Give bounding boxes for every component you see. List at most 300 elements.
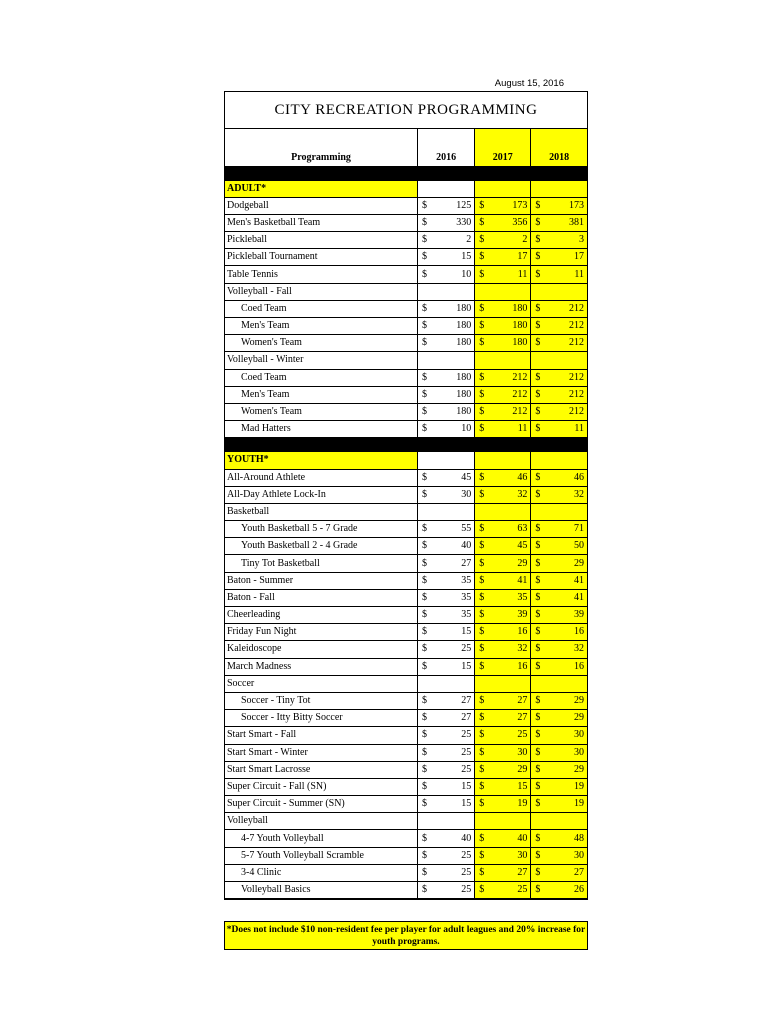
fee-2017 <box>475 658 531 675</box>
currency-symbol: $ <box>479 884 485 896</box>
fee-2016 <box>418 214 475 231</box>
amount-value: 40 <box>461 540 472 552</box>
fee-2018 <box>531 658 587 675</box>
table-row <box>225 197 587 214</box>
currency-symbol: $ <box>479 626 485 638</box>
fee-2017 <box>475 486 531 503</box>
fee-2017 <box>475 403 531 420</box>
fee-2018 <box>531 469 587 486</box>
fee-2018 <box>531 369 587 386</box>
program-name: Start Smart Lacrosse <box>225 761 418 778</box>
fee-2016 <box>418 249 475 266</box>
table-row <box>225 214 587 231</box>
fee-2016 <box>418 778 475 795</box>
amount <box>418 885 474 895</box>
fee-2017 <box>475 521 531 538</box>
table-row <box>225 486 587 503</box>
amount <box>531 696 587 706</box>
amount-value: 16 <box>574 660 584 672</box>
amount-value: 30 <box>574 849 584 861</box>
amount-value: 180 <box>456 371 472 383</box>
currency-symbol: $ <box>535 798 541 810</box>
amount <box>418 593 474 603</box>
fee-2016 <box>418 847 475 864</box>
fee-2017 <box>475 197 531 214</box>
amount-value: 45 <box>517 540 528 552</box>
fee-2016 <box>418 421 475 438</box>
amount-value: 19 <box>517 798 528 810</box>
program-name: Dodgeball <box>225 197 418 214</box>
currency-symbol: $ <box>479 337 485 349</box>
amount-value: 180 <box>456 406 472 418</box>
amount <box>475 321 530 331</box>
fee-2018 <box>531 249 587 266</box>
fee-2018 <box>531 882 587 899</box>
program-name: Volleyball Basics <box>225 882 418 899</box>
fee-2016 <box>418 232 475 249</box>
currency-symbol: $ <box>479 540 485 552</box>
currency-symbol: $ <box>535 729 541 741</box>
amount <box>531 799 587 809</box>
fee-2018 <box>531 555 587 572</box>
amount-value: 25 <box>517 729 528 741</box>
amount-value: 356 <box>512 216 528 228</box>
amount-value: 35 <box>461 609 472 621</box>
currency-symbol: $ <box>479 234 485 246</box>
table-row <box>225 266 587 283</box>
table-row <box>225 403 587 420</box>
currency-symbol: $ <box>479 866 485 878</box>
currency-symbol: $ <box>535 574 541 586</box>
amount <box>531 559 587 569</box>
table-row <box>225 658 587 675</box>
program-name: Soccer - Itty Bitty Soccer <box>225 710 418 727</box>
table-row <box>225 300 587 317</box>
currency-symbol: $ <box>422 540 428 552</box>
amount-value: 27 <box>517 866 528 878</box>
fee-2016 <box>418 675 475 692</box>
fee-2016 <box>418 318 475 335</box>
fee-2017 <box>475 641 531 658</box>
amount-value: 212 <box>569 302 584 314</box>
amount <box>475 713 530 723</box>
currency-symbol: $ <box>479 763 485 775</box>
amount <box>418 201 474 211</box>
amount-value: 180 <box>512 320 528 332</box>
amount-value: 212 <box>569 388 584 400</box>
fee-2017 <box>475 572 531 589</box>
divider-cell <box>418 166 475 180</box>
amount <box>475 373 530 383</box>
currency-symbol: $ <box>422 780 428 792</box>
amount-value: 71 <box>574 523 584 535</box>
header-programming: Programming <box>225 129 418 166</box>
currency-symbol: $ <box>422 406 428 418</box>
currency-symbol: $ <box>535 866 541 878</box>
amount <box>475 834 530 844</box>
currency-symbol: $ <box>422 626 428 638</box>
table-row <box>225 232 587 249</box>
amount <box>475 201 530 211</box>
currency-symbol: $ <box>422 695 428 707</box>
table-row <box>225 249 587 266</box>
amount <box>418 627 474 637</box>
fee-2016 <box>418 300 475 317</box>
fee-2018 <box>531 232 587 249</box>
table-header-row <box>225 129 587 166</box>
amount-value: 25 <box>517 884 528 896</box>
table-row <box>225 864 587 881</box>
header-2018: 2018 <box>531 129 587 166</box>
amount <box>475 885 530 895</box>
currency-symbol: $ <box>422 574 428 586</box>
amount-value: 27 <box>574 866 584 878</box>
amount-value: 19 <box>574 780 584 792</box>
currency-symbol: $ <box>422 423 428 435</box>
amount-value: 19 <box>574 798 584 810</box>
program-name: 4-7 Youth Volleyball <box>225 830 418 847</box>
amount <box>531 218 587 228</box>
fee-2016 <box>418 624 475 641</box>
currency-symbol: $ <box>422 216 428 228</box>
fee-2017 <box>475 710 531 727</box>
fee-2017 <box>475 300 531 317</box>
fee-2017 <box>475 727 531 744</box>
fee-2017 <box>475 796 531 813</box>
program-name: Men's Team <box>225 318 418 335</box>
fee-2016 <box>418 538 475 555</box>
amount-value: 2 <box>522 234 528 246</box>
amount-value: 180 <box>512 337 528 349</box>
currency-symbol: $ <box>479 199 485 211</box>
amount <box>418 235 474 245</box>
fee-2017 <box>475 538 531 555</box>
amount-value: 55 <box>461 523 472 535</box>
amount <box>475 218 530 228</box>
program-name: 3-4 Clinic <box>225 864 418 881</box>
fee-2016 <box>418 864 475 881</box>
fee-2017 <box>475 352 531 369</box>
table-row <box>225 675 587 692</box>
fee-2016 <box>418 710 475 727</box>
amount <box>418 713 474 723</box>
fee-2016 <box>418 830 475 847</box>
amount-value: 212 <box>569 371 584 383</box>
program-name: All-Around Athlete <box>225 469 418 486</box>
amount <box>418 559 474 569</box>
currency-symbol: $ <box>479 695 485 707</box>
currency-symbol: $ <box>535 763 541 775</box>
program-name: Coed Team <box>225 300 418 317</box>
amount <box>531 765 587 775</box>
fee-2018 <box>531 830 587 847</box>
amount <box>418 782 474 792</box>
currency-symbol: $ <box>535 660 541 672</box>
amount-value: 50 <box>574 540 584 552</box>
fee-2018 <box>531 641 587 658</box>
section-cell-2017 <box>475 180 531 197</box>
amount <box>531 851 587 861</box>
amount-value: 16 <box>517 626 528 638</box>
currency-symbol: $ <box>479 574 485 586</box>
amount <box>475 627 530 637</box>
programming-fee-sheet <box>224 91 588 900</box>
fee-2016 <box>418 486 475 503</box>
fee-2016 <box>418 796 475 813</box>
program-name: Women's Team <box>225 335 418 352</box>
amount-value: 41 <box>574 591 584 603</box>
currency-symbol: $ <box>535 523 541 535</box>
currency-symbol: $ <box>422 712 428 724</box>
amount-value: 17 <box>517 251 528 263</box>
fee-2018 <box>531 421 587 438</box>
fee-2016 <box>418 352 475 369</box>
program-name: Soccer - Tiny Tot <box>225 692 418 709</box>
table-row <box>225 727 587 744</box>
amount <box>531 373 587 383</box>
currency-symbol: $ <box>535 388 541 400</box>
amount <box>531 270 587 280</box>
amount <box>418 490 474 500</box>
fee-2018 <box>531 318 587 335</box>
divider-cell <box>418 438 475 452</box>
table-row <box>225 641 587 658</box>
fee-2018 <box>531 538 587 555</box>
amount <box>418 662 474 672</box>
fee-2018 <box>531 796 587 813</box>
currency-symbol: $ <box>479 320 485 332</box>
currency-symbol: $ <box>422 798 428 810</box>
amount <box>418 473 474 483</box>
amount <box>531 201 587 211</box>
currency-symbol: $ <box>535 216 541 228</box>
section-cell-2016 <box>418 452 475 469</box>
amount-value: 30 <box>517 746 528 758</box>
fee-2016 <box>418 727 475 744</box>
fee-2017 <box>475 813 531 830</box>
amount <box>418 851 474 861</box>
fee-2018 <box>531 778 587 795</box>
amount <box>531 610 587 620</box>
header-2016: 2016 <box>418 129 475 166</box>
currency-symbol: $ <box>535 199 541 211</box>
table-row <box>225 778 587 795</box>
currency-symbol: $ <box>535 712 541 724</box>
amount-value: 16 <box>574 626 584 638</box>
fee-2016 <box>418 503 475 520</box>
currency-symbol: $ <box>479 712 485 724</box>
currency-symbol: $ <box>479 643 485 655</box>
currency-symbol: $ <box>535 540 541 552</box>
amount <box>418 424 474 434</box>
fee-2017 <box>475 283 531 300</box>
currency-symbol: $ <box>535 557 541 569</box>
amount-value: 27 <box>461 695 472 707</box>
fee-2017 <box>475 589 531 606</box>
currency-symbol: $ <box>535 251 541 263</box>
amount-value: 25 <box>461 849 472 861</box>
amount <box>418 730 474 740</box>
amount <box>418 407 474 417</box>
program-name: Table Tennis <box>225 266 418 283</box>
program-name: All-Day Athlete Lock-In <box>225 486 418 503</box>
amount-value: 39 <box>517 609 528 621</box>
currency-symbol: $ <box>422 866 428 878</box>
table-row <box>225 555 587 572</box>
fee-2017 <box>475 847 531 864</box>
currency-symbol: $ <box>422 371 428 383</box>
amount-value: 25 <box>461 884 472 896</box>
amount-value: 27 <box>517 712 528 724</box>
currency-symbol: $ <box>535 471 541 483</box>
amount <box>418 696 474 706</box>
table-row <box>225 369 587 386</box>
amount <box>418 270 474 280</box>
program-name: Volleyball <box>225 813 418 830</box>
fee-2018 <box>531 727 587 744</box>
fee-2016 <box>418 589 475 606</box>
amount-value: 212 <box>512 388 528 400</box>
currency-symbol: $ <box>422 268 428 280</box>
table-row <box>225 624 587 641</box>
amount <box>475 541 530 551</box>
program-name: Men's Basketball Team <box>225 214 418 231</box>
section-header-row <box>225 452 587 469</box>
amount <box>475 338 530 348</box>
amount <box>418 304 474 314</box>
amount <box>531 524 587 534</box>
fee-2016 <box>418 521 475 538</box>
amount-value: 3 <box>579 234 584 246</box>
amount-value: 173 <box>569 199 584 211</box>
amount <box>418 799 474 809</box>
currency-symbol: $ <box>479 488 485 500</box>
fee-2017 <box>475 318 531 335</box>
currency-symbol: $ <box>479 251 485 263</box>
amount-value: 10 <box>461 423 472 435</box>
fee-2018 <box>531 572 587 589</box>
amount <box>475 390 530 400</box>
fee-2016 <box>418 572 475 589</box>
currency-symbol: $ <box>422 471 428 483</box>
program-name: Pickleball <box>225 232 418 249</box>
currency-symbol: $ <box>479 302 485 314</box>
amount-value: 39 <box>574 609 584 621</box>
currency-symbol: $ <box>535 302 541 314</box>
amount <box>531 304 587 314</box>
amount-value: 32 <box>517 643 528 655</box>
table-row <box>225 469 587 486</box>
fee-2017 <box>475 266 531 283</box>
amount <box>531 338 587 348</box>
amount <box>475 524 530 534</box>
fee-2018 <box>531 589 587 606</box>
currency-symbol: $ <box>479 388 485 400</box>
amount <box>531 730 587 740</box>
currency-symbol: $ <box>422 320 428 332</box>
fee-2017 <box>475 214 531 231</box>
fee-2018 <box>531 864 587 881</box>
fee-2018 <box>531 403 587 420</box>
program-name: Soccer <box>225 675 418 692</box>
program-name: Start Smart - Fall <box>225 727 418 744</box>
fee-2016 <box>418 469 475 486</box>
currency-symbol: $ <box>535 423 541 435</box>
fee-2016 <box>418 266 475 283</box>
fee-2017 <box>475 232 531 249</box>
amount <box>531 407 587 417</box>
fee-2016 <box>418 607 475 624</box>
amount <box>475 576 530 586</box>
amount-value: 40 <box>461 832 472 844</box>
table-row <box>225 503 587 520</box>
amount-value: 125 <box>456 199 472 211</box>
amount-value: 46 <box>517 471 528 483</box>
amount-value: 35 <box>517 591 528 603</box>
document-date: August 15, 2016 <box>494 78 564 89</box>
currency-symbol: $ <box>535 643 541 655</box>
amount-value: 26 <box>574 884 584 896</box>
currency-symbol: $ <box>422 849 428 861</box>
fee-2017 <box>475 421 531 438</box>
amount <box>418 765 474 775</box>
fee-2018 <box>531 352 587 369</box>
divider-cell <box>475 438 531 452</box>
amount-value: 30 <box>574 729 584 741</box>
amount-value: 180 <box>512 302 528 314</box>
page-title: CITY RECREATION PROGRAMMING <box>225 92 587 129</box>
fee-2016 <box>418 403 475 420</box>
fee-2016 <box>418 761 475 778</box>
section-cell-2017 <box>475 452 531 469</box>
currency-symbol: $ <box>479 371 485 383</box>
currency-symbol: $ <box>479 406 485 418</box>
currency-symbol: $ <box>479 423 485 435</box>
fee-2017 <box>475 335 531 352</box>
amount <box>475 851 530 861</box>
amount-value: 48 <box>574 832 584 844</box>
fee-2017 <box>475 830 531 847</box>
program-name: March Madness <box>225 658 418 675</box>
amount <box>475 490 530 500</box>
amount <box>531 885 587 895</box>
program-name: Super Circuit - Fall (SN) <box>225 778 418 795</box>
amount-value: 15 <box>461 626 472 638</box>
fee-2017 <box>475 744 531 761</box>
fee-2016 <box>418 369 475 386</box>
table-row <box>225 318 587 335</box>
fee-2016 <box>418 692 475 709</box>
amount <box>475 559 530 569</box>
currency-symbol: $ <box>535 780 541 792</box>
amount <box>475 252 530 262</box>
table-row <box>225 352 587 369</box>
fee-2016 <box>418 744 475 761</box>
currency-symbol: $ <box>535 488 541 500</box>
currency-symbol: $ <box>535 234 541 246</box>
currency-symbol: $ <box>535 626 541 638</box>
amount <box>531 576 587 586</box>
amount-value: 32 <box>574 643 584 655</box>
amount-value: 25 <box>461 866 472 878</box>
fee-2017 <box>475 675 531 692</box>
currency-symbol: $ <box>422 609 428 621</box>
fee-2016 <box>418 555 475 572</box>
program-name: Kaleidoscope <box>225 641 418 658</box>
fee-2018 <box>531 607 587 624</box>
amount <box>531 868 587 878</box>
amount <box>475 765 530 775</box>
